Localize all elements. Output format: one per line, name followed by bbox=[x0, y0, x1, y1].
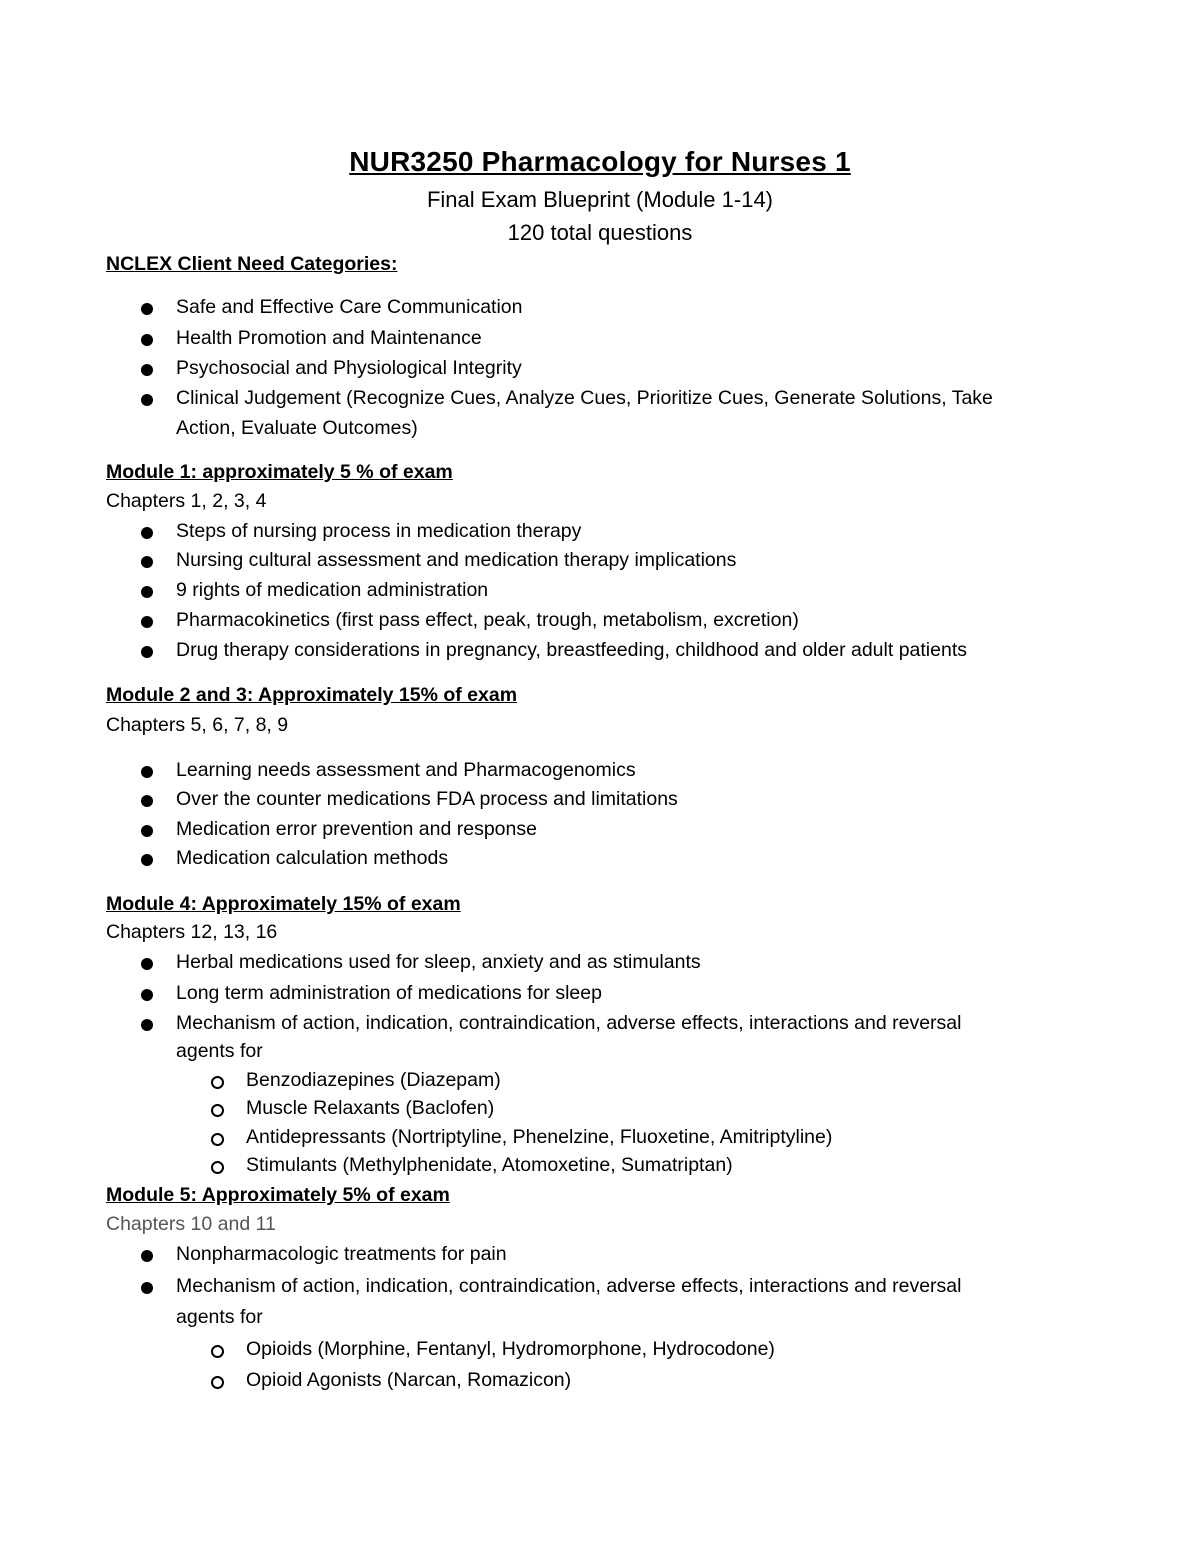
module5-heading: Module 5: Approximately 5% of exam bbox=[106, 1184, 450, 1206]
circle-bullet-icon bbox=[211, 1076, 224, 1089]
total-questions: 120 total questions bbox=[507, 220, 693, 245]
module1-item: 9 rights of medication administration bbox=[176, 579, 489, 601]
circle-bullet-icon bbox=[211, 1161, 224, 1174]
nclex-item-continued: Action, Evaluate Outcomes) bbox=[176, 417, 418, 439]
module4-item: Long term administration of medications for sleep bbox=[176, 982, 602, 1004]
bullet-icon bbox=[141, 1250, 153, 1262]
module23-item: Medication error prevention and response bbox=[176, 818, 537, 840]
module4-item-continued: agents for bbox=[176, 1040, 263, 1062]
module4-item: Herbal medications used for sleep, anxiety and as stimulants bbox=[176, 951, 701, 973]
circle-bullet-icon bbox=[211, 1376, 224, 1389]
module1-item: Drug therapy considerations in pregnancy, breastfeeding, childhood and older adult patients bbox=[176, 639, 967, 661]
module4-subitem: Muscle Relaxants (Baclofen) bbox=[246, 1097, 495, 1119]
bullet-icon bbox=[141, 854, 153, 866]
module1-chapters: Chapters 1, 2, 3, 4 bbox=[106, 490, 267, 512]
module23-item: Over the counter medications FDA process and limitations bbox=[176, 788, 678, 810]
module23-heading: Module 2 and 3: Approximately 15% of exam bbox=[106, 684, 518, 706]
module5-item: Mechanism of action, indication, contraindication, adverse effects, interactions and reversal bbox=[176, 1275, 962, 1297]
nclex-item: Safe and Effective Care Communication bbox=[176, 296, 523, 318]
bullet-icon bbox=[141, 303, 153, 315]
circle-bullet-icon bbox=[211, 1104, 224, 1117]
bullet-icon bbox=[141, 1282, 153, 1294]
module5-subitem: Opioid Agonists (Narcan, Romazicon) bbox=[246, 1369, 572, 1391]
module1-item: Pharmacokinetics (first pass effect, peak, trough, metabolism, excretion) bbox=[176, 609, 799, 631]
module1-heading: Module 1: approximately 5 % of exam bbox=[106, 461, 453, 483]
module23-item: Medication calculation methods bbox=[176, 847, 449, 869]
module4-subitem: Benzodiazepines (Diazepam) bbox=[246, 1069, 501, 1091]
bullet-icon bbox=[141, 334, 153, 346]
circle-bullet-icon bbox=[211, 1133, 224, 1146]
bullet-icon bbox=[141, 1019, 153, 1031]
bullet-icon bbox=[141, 825, 153, 837]
module1-item: Nursing cultural assessment and medication therapy implications bbox=[176, 549, 737, 571]
module5-item-continued: agents for bbox=[176, 1306, 263, 1328]
bullet-icon bbox=[141, 556, 153, 568]
module23-chapters: Chapters 5, 6, 7, 8, 9 bbox=[106, 714, 289, 736]
bullet-icon bbox=[141, 646, 153, 658]
module5-item: Nonpharmacologic treatments for pain bbox=[176, 1243, 507, 1265]
bullet-icon bbox=[141, 795, 153, 807]
bullet-icon bbox=[141, 766, 153, 778]
document-subtitle: Final Exam Blueprint (Module 1-14) bbox=[426, 187, 774, 212]
module1-item: Steps of nursing process in medication therapy bbox=[176, 520, 582, 542]
bullet-icon bbox=[141, 586, 153, 598]
module4-heading: Module 4: Approximately 15% of exam bbox=[106, 893, 461, 915]
module5-chapters: Chapters 10 and 11 bbox=[106, 1213, 276, 1235]
document-title: NUR3250 Pharmacology for Nurses 1 bbox=[349, 146, 851, 177]
bullet-icon bbox=[141, 394, 153, 406]
nclex-heading: NCLEX Client Need Categories: bbox=[106, 253, 398, 275]
module5-subitem: Opioids (Morphine, Fentanyl, Hydromorphone, Hydrocodone) bbox=[246, 1338, 775, 1360]
module23-item: Learning needs assessment and Pharmacogenomics bbox=[176, 759, 636, 781]
bullet-icon bbox=[141, 527, 153, 539]
bullet-icon bbox=[141, 958, 153, 970]
circle-bullet-icon bbox=[211, 1345, 224, 1358]
bullet-icon bbox=[141, 989, 153, 1001]
nclex-item: Clinical Judgement (Recognize Cues, Analyze Cues, Prioritize Cues, Generate Solutions, Take bbox=[176, 387, 993, 409]
bullet-icon bbox=[141, 364, 153, 376]
module4-chapters: Chapters 12, 13, 16 bbox=[106, 921, 278, 943]
module4-subitem: Stimulants (Methylphenidate, Atomoxetine, Sumatriptan) bbox=[246, 1154, 733, 1176]
bullet-icon bbox=[141, 616, 153, 628]
module4-subitem: Antidepressants (Nortriptyline, Phenelzine, Fluoxetine, Amitriptyline) bbox=[246, 1126, 833, 1148]
nclex-item: Psychosocial and Physiological Integrity bbox=[176, 357, 522, 379]
module4-item: Mechanism of action, indication, contraindication, adverse effects, interactions and reversal bbox=[176, 1012, 962, 1034]
nclex-item: Health Promotion and Maintenance bbox=[176, 327, 482, 349]
